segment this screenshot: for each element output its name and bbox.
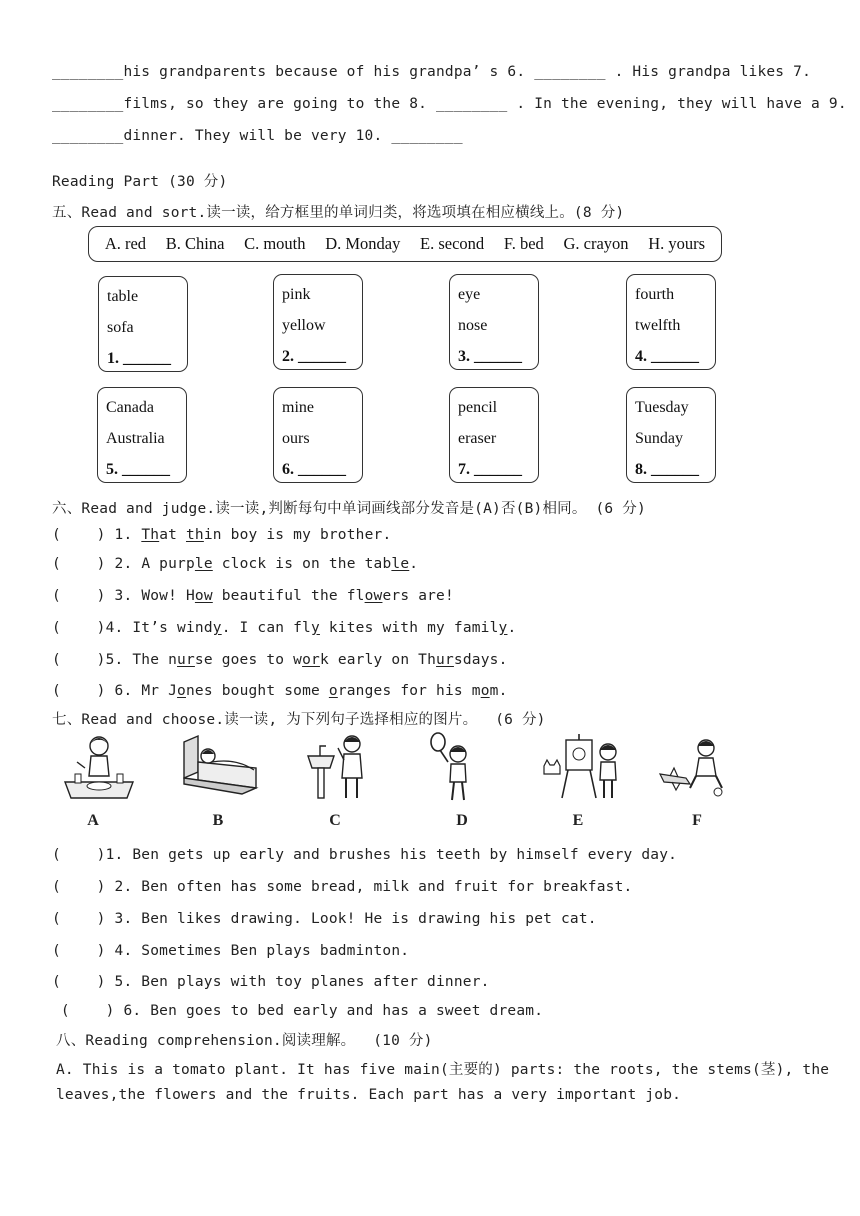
card-word: ours xyxy=(282,430,310,447)
sort-card xyxy=(626,387,716,483)
picture-label: F xyxy=(692,812,702,829)
judge-item-5[interactable]: ( )5. The nurse goes to work early on Thursdays. xyxy=(52,652,508,668)
judge-item-1[interactable]: ( ) 1. That thin boy is my brother. xyxy=(52,527,392,543)
sort-card xyxy=(273,274,363,370)
sort-card xyxy=(449,387,539,483)
picture-label: B xyxy=(212,812,224,829)
section8-heading: 八、Reading comprehension.阅读理解。 (10 分) xyxy=(56,1033,433,1049)
choose-item-3[interactable]: ( ) 3. Ben likes drawing. Look! He is drawing his pet cat. xyxy=(52,911,597,927)
section6-heading: 六、Read and judge.读一读,判断每句中单词画线部分发音是(A)否(B)相同。 (6 分) xyxy=(52,501,646,517)
boy-playing-badminton-icon xyxy=(418,732,504,804)
card-answer-blank[interactable]: 1. ______ xyxy=(107,350,171,367)
word-option: A. red xyxy=(104,234,147,253)
section7-heading: 七、Read and choose.读一读, 为下列句子选择相应的图片。 (6 分) xyxy=(52,712,546,728)
word-bank xyxy=(88,226,722,262)
card-word: mine xyxy=(282,399,314,416)
card-answer-blank[interactable]: 7. ______ xyxy=(458,461,522,478)
card-word: sofa xyxy=(107,319,134,336)
comprehension-line-2: leaves,the flowers and the fruits. Each part has a very important job. xyxy=(56,1087,682,1103)
word-option: G. crayon xyxy=(563,234,629,253)
choose-item-4[interactable]: ( ) 4. Sometimes Ben plays badminton. xyxy=(52,943,410,959)
card-word: yellow xyxy=(282,317,326,334)
sort-card xyxy=(97,387,187,483)
sort-card xyxy=(273,387,363,483)
card-answer-blank[interactable]: 2. ______ xyxy=(282,348,346,365)
card-answer-blank[interactable]: 5. ______ xyxy=(106,461,170,478)
judge-item-3[interactable]: ( ) 3. Wow! How beautiful the flowers are! xyxy=(52,588,454,604)
boy-eating-breakfast-icon xyxy=(55,732,141,804)
choose-item-5[interactable]: ( ) 5. Ben plays with toy planes after dinner. xyxy=(52,974,490,990)
word-option: D. Monday xyxy=(325,234,401,253)
judge-item-6[interactable]: ( ) 6. Mr Jones bought some oranges for his mom. xyxy=(52,683,508,699)
card-word: table xyxy=(107,288,139,305)
card-word: Australia xyxy=(106,430,165,447)
card-word: eraser xyxy=(458,430,497,447)
word-option: E. second xyxy=(420,234,485,253)
card-word: twelfth xyxy=(635,317,681,334)
sort-card xyxy=(98,276,188,372)
judge-item-2[interactable]: ( ) 2. A purple clock is on the table. xyxy=(52,556,419,572)
passage-line-3: ________dinner. They will be very 10. ________ xyxy=(52,128,463,144)
card-answer-blank[interactable]: 8. ______ xyxy=(635,461,699,478)
choose-item-6[interactable]: ( ) 6. Ben goes to bed early and has a sweet dream. xyxy=(52,1003,544,1019)
picture-label: E xyxy=(572,812,584,829)
card-answer-blank[interactable]: 3. ______ xyxy=(458,348,522,365)
card-word: Canada xyxy=(106,399,154,416)
card-word: Sunday xyxy=(635,430,683,447)
word-option: H. yours xyxy=(648,234,706,253)
choose-item-1[interactable]: ( )1. Ben gets up early and brushes his teeth by himself every day. xyxy=(52,847,678,863)
boy-sleeping-in-bed-icon xyxy=(176,732,262,804)
word-option: B. China xyxy=(165,234,225,253)
word-option: F. bed xyxy=(503,234,544,253)
sort-card xyxy=(626,274,716,370)
picture-label: A xyxy=(87,812,99,829)
boy-brushing-teeth-icon xyxy=(300,732,386,804)
sort-card xyxy=(449,274,539,370)
card-word: fourth xyxy=(635,286,675,303)
card-word: eye xyxy=(458,286,481,303)
boy-with-toy-plane-icon xyxy=(656,732,742,804)
boy-drawing-cat-icon xyxy=(538,732,624,804)
comprehension-line-1: A. This is a tomato plant. It has five main(主要的) parts: the roots, the stems(茎), the xyxy=(56,1062,830,1078)
card-word: nose xyxy=(458,317,488,334)
card-word: Tuesday xyxy=(635,399,689,416)
picture-label: C xyxy=(329,812,341,829)
card-word: pink xyxy=(282,286,311,303)
passage-line-1: ________his grandparents because of his grandpa’ s 6. ________ . His grandpa likes 7. xyxy=(52,64,812,80)
judge-item-4[interactable]: ( )4. It’s windy. I can fly kites with my family. xyxy=(52,620,517,636)
card-word: pencil xyxy=(458,399,498,416)
reading-part-title: Reading Part (30 分) xyxy=(52,174,228,190)
section5-heading: 五、Read and sort.读一读，给方框里的单词归类，将选项填在相应横线上。(8 分) xyxy=(52,205,625,221)
card-answer-blank[interactable]: 6. ______ xyxy=(282,461,346,478)
choose-item-2[interactable]: ( ) 2. Ben often has some bread, milk and fruit for breakfast. xyxy=(52,879,633,895)
passage-line-2: ________films, so they are going to the 8. ________ . In the evening, they will have a 9. xyxy=(52,96,847,112)
picture-label: D xyxy=(456,812,468,829)
card-answer-blank[interactable]: 4. ______ xyxy=(635,348,699,365)
word-option: C. mouth xyxy=(244,234,306,253)
